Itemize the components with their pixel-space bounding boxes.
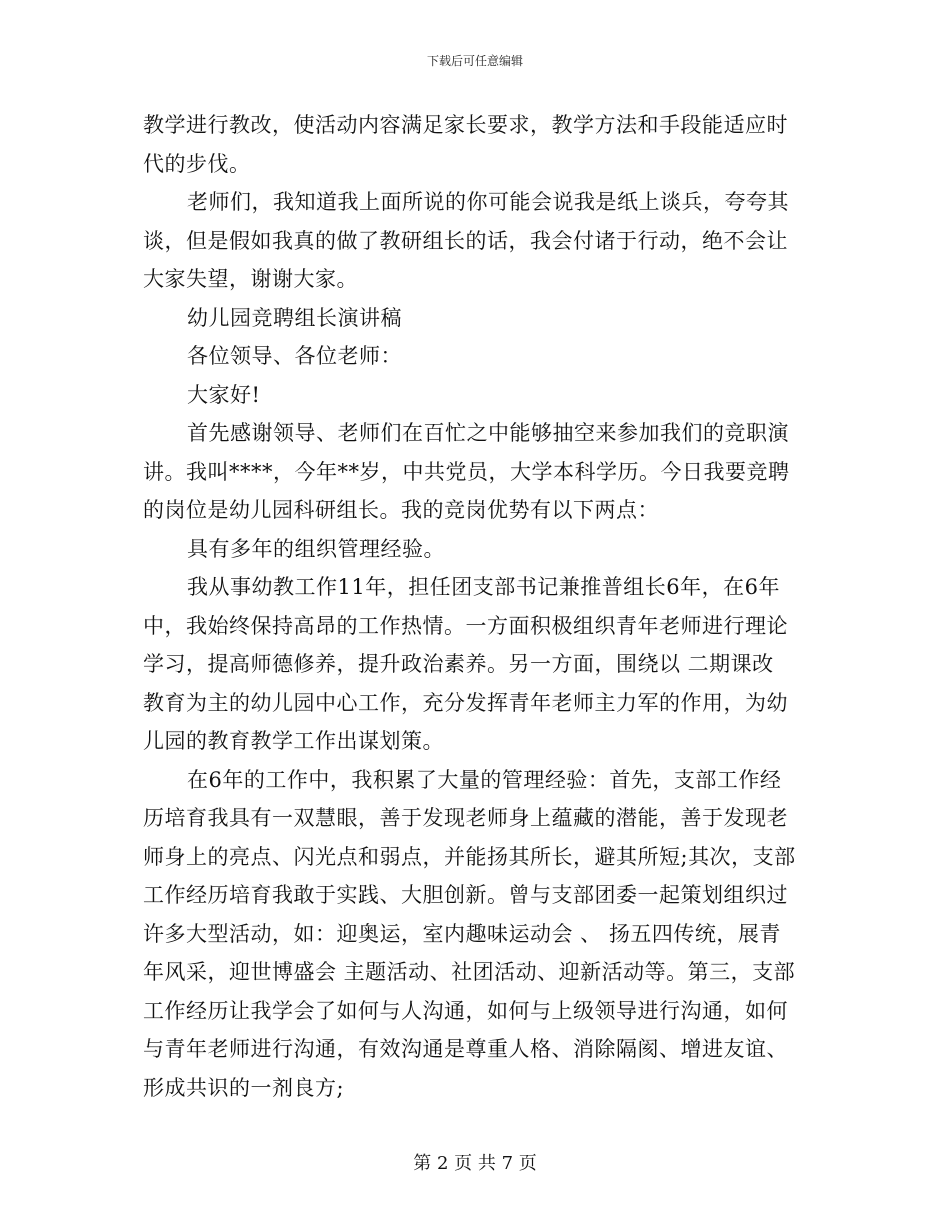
salutation: 各位领导、各位老师： bbox=[187, 344, 402, 368]
text-line: 教育为主的幼儿园中心工作，充分发挥青年老师主力军的作用，为幼 bbox=[143, 690, 788, 715]
text-line: 形成共识的一剂良方; bbox=[143, 1075, 345, 1100]
text-line: 首先感谢领导、老师们在百忙之中能够抽空来参加我们的竞职演 bbox=[187, 421, 789, 445]
text-line: 年风采，迎世博盛会 主题活动、社团活动、迎新活动等。第三，支部 bbox=[143, 960, 796, 984]
text-line: 历培育我具有一双慧眼，善于发现老师身上蕴藏的潜能，善于发现老 bbox=[143, 806, 788, 830]
text-line: 中，我始终保持高昂的工作热情。一方面积极组织青年老师进行理论 bbox=[143, 613, 788, 638]
text-line: 师身上的亮点、闪光点和弱点，并能扬其所长，避其所短;其次，支部 bbox=[143, 844, 796, 869]
page-number: 第 2 页 共 7 页 bbox=[413, 1153, 537, 1174]
text-line: 的岗位是幼儿园科研组长。我的竞岗优势有以下两点： bbox=[143, 498, 659, 522]
greeting: 大家好! bbox=[187, 382, 261, 407]
text-line: 与青年老师进行沟通，有效沟通是尊重人格、消除隔阂、增进友谊、 bbox=[143, 1037, 788, 1061]
text-line: 儿园的教育教学工作出谋划策。 bbox=[143, 729, 444, 753]
text-line: 讲。我叫****，今年**岁，中共党员，大学本科学历。今日我要竞聘 bbox=[143, 459, 790, 484]
section-title: 幼儿园竞聘组长演讲稿 bbox=[187, 305, 402, 330]
text-line: 我从事幼教工作11年，担任团支部书记兼推普组长6年，在6年 bbox=[187, 575, 780, 599]
text-line: 教学进行教改，使活动内容满足家长要求，教学方法和手段能适应时 bbox=[143, 113, 788, 137]
page-header: 下载后可任意编辑 bbox=[426, 54, 523, 68]
text-line: 在6年的工作中，我积累了大量的管理经验：首先，支部工作经 bbox=[187, 767, 782, 792]
text-line: 代的步伐。 bbox=[143, 151, 251, 176]
text-line: 具有多年的组织管理经验。 bbox=[187, 536, 445, 561]
text-line: 谈，但是假如我真的做了教研组长的话，我会付诸于行动，绝不会让 bbox=[143, 228, 788, 253]
document-body bbox=[143, 106, 808, 1107]
text-line: 工作经历让我学会了如何与人沟通，如何与上级领导进行沟通，如何 bbox=[143, 998, 788, 1023]
text-line: 大家失望，谢谢大家。 bbox=[143, 267, 358, 291]
text-line: 学习，提高师德修养，提升政治素养。另一方面，围绕以 二期课改 bbox=[143, 652, 774, 676]
text-line: 许多大型活动，如：迎奥运，室内趣味运动会 、 扬五四传统，展青 bbox=[143, 921, 781, 946]
text-line: 老师们，我知道我上面所说的你可能会说我是纸上谈兵，夸夸其 bbox=[187, 190, 789, 214]
text-line: 工作经历培育我敢于实践、大胆创新。曾与支部团委一起策划组织过 bbox=[143, 883, 788, 907]
